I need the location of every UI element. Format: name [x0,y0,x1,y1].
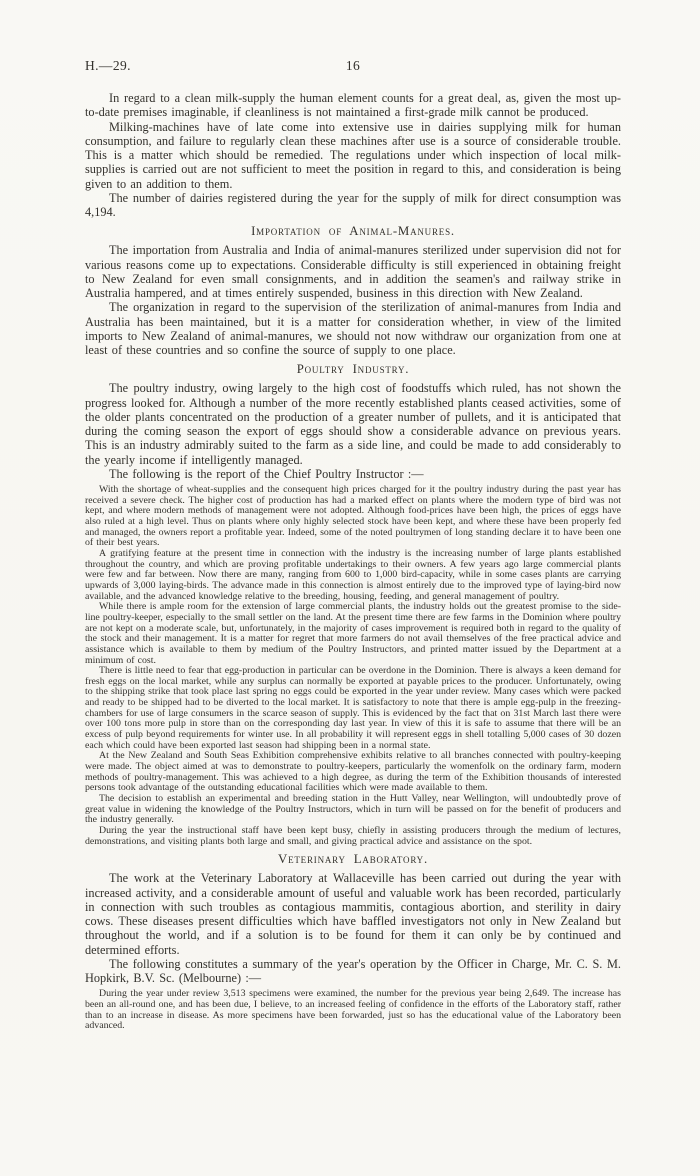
paragraph-wheat-supplies: With the shortage of wheat-supplies and the consequent high prices charged for it the poultry industry during the past year has received a severe check. The higher cost of production has had a marked effect on plants where the modern type of bird was not kept, and where modern methods of management were not adopted. Although food-prices have been high, the prices of eggs have also ruled at a high level. Thus on plants where only highly selected stock have been kept, and where these have been properly fed and managed, the owners report a profitable year. Indeed, some of the noted poultrymen of long standing declare it to have been one of their best years. [85,484,621,549]
paragraph-chief-poultry-instructor-intro: The following is the report of the Chief Poultry Instructor :— [109,466,424,481]
section-heading-veterinary-laboratory: Veterinary Laboratory. [278,852,428,867]
paragraph-organization-supervision: The organization in regard to the supervision of the sterilization of animal-manures from India and Australia has been maintained, but it is a matter for consideration whether, in view of the limited imports to New Zealand of animal-manures, we should not now withdraw our organization from one at least of these countries and so confine the source of supply to one place. [85,300,621,357]
paragraph-gratifying-feature: A gratifying feature at the present time in connection with the industry is the increasing number of large plants established throughout the country, and which are proving profitable undertakings to their owners. A few years ago large commercial plants were few and far between. Now there are many, ranging from 600 to 1,000 bird-capacity, while in some cases plants are carrying upwards of 3,000 laying-birds. The advance made in this connection is almost entirely due to the improved type of laying-bird now available, and the advanced knowledge relative to the breeding, housing, feeding, and general management of poultry. [85,547,621,602]
paragraph-specimens-examined: During the year under review 3,513 specimens were examined, the number for the previous year being 2,649. The increase has been an all-round one, and has been due, I believe, to an increased feeling of confidence in the efforts of the Laboratory staff, rather than to an increase in disease. As more specimens have been forwarded, just so has the educational value of the Laboratory been advanced. [85,988,621,1032]
paragraph-poultry-industry-overview: The poultry industry, owing largely to the high cost of foodstuffs which ruled, has not shown the progress looked for. Although a number of the more recently established plants ceased activities, some of the older plants concentrated on the production of a greater number of pullets, and it is anticipated that during the coming season the export of eggs should show a considerable advance on previous years. This is an industry admirably suited to the farm as a side line, and could be made to add considerably to the yearly income if intelligently managed. [85,381,621,467]
paragraph-importation-australia-india: The importation from Australia and India of animal-manures sterilized under supervision did not for various reasons come up to expectations. Considerable difficulty is still experienced in obtaining freight to New Zealand for even small consignments, and in addition the seamen's and railway strike in Australia hampered, and at times entirely suspended, business in this direction with New Zealand. [85,243,621,300]
paragraph-officer-in-charge-intro: The following constitutes a summary of the year's operation by the Officer in Charge, Mr. C. S. M. Hopkirk, B.V. Sc. (Melbourne) :— [85,956,621,986]
section-heading-poultry-industry: Poultry Industry. [296,362,410,377]
paragraph-exhibition: At the New Zealand and South Seas Exhibition comprehensive exhibits relative to all branches connected with poultry-keeping were made. The object aimed at was to demonstrate to poultry-keepers, particularly the womenfolk on the ordinary farm, modern methods of poultry-management. This was achieved to a high degree, as during the term of the Exhibition thousands of interested persons took advantage of the outstanding educational facilities which were made available to them. [85,750,621,794]
page-header [85,58,621,75]
paragraph-dairies-registered: The number of dairies registered during the year for the supply of milk for direct consumption was 4,194. [85,190,621,219]
section-heading-importation-of-animal-manures: Importation of Animal-Manures. [251,224,455,239]
paragraph-instructional-staff: During the year the instructional staff have been kept busy, chiefly in assisting producers through the medium of lectures, demonstrations, and visiting plants both large and small, and giving practical advice and assistance on the spot. [85,825,621,847]
paragraph-hutt-valley-station: The decision to establish an experimental and breeding station in the Hutt Valley, near Wellington, will undoubtedly prove of great value in widening the knowledge of the Poultry Instructors, which in turn will be passed on for the benefit of producers and the industry generally. [85,793,621,826]
page-number: 16 [345,58,361,73]
paragraph-wallaceville-laboratory: The work at the Veterinary Laboratory at Wallaceville has been carried out during the year with increased activity, and a considerable amount of useful and valuable work has been recorded, particularly in connection with such troubles as contagious mammitis, contagious abortion, and sterility in dairy cows. These diseases present difficulties which have baffled investigators not only in New Zealand but throughout the world, and if a solution is to be found for them it can only be by continued and determined efforts. [85,871,621,957]
document-body [85,91,621,1032]
paragraph-ample-room: While there is ample room for the extension of large commercial plants, the industry holds out the greatest promise to the side-line poultry-keeper, especially to the small settler on the land. At the present time there are few farms in the Dominion where poultry are not kept on a moderate scale, but, unfortunately, in the majority of cases improvement is required both in regard to the quality of the stock and their management. It is a matter for regret that more farmers do not avail themselves of the free practical advice and assistance which is available to them by medium of the Poultry Instructors, and printed matter issued by the Department at a minimum of cost. [85,601,621,666]
paragraph-egg-production: There is little need to fear that egg-production in particular can be overdone in the Dominion. There is always a keen demand for fresh eggs on the local market, while any surplus can normally be exported at payable prices to the producer. Unfortunately, owing to the shipping strike that took place last spring no eggs could be exported in the year under review. Many cases which were packed and ready to be shipped had to be diverted to the local market. It is satisfactory to note that there is ample egg-pulp in the freezing-chambers for use of large consumers in the scarce season of supply. This is evidenced by the fact that on 31st March last there were over 100 tons more pulp in store than on the corresponding day last year. In view of this it is safe to assume that there will be an excess of pulp beyond requirements for winter use. In all probability it will represent eggs in shell totalling 5,000 cases of 30 dozen each which could have been exported last season had shipping been in a normal state. [85,665,621,751]
report-reference: H.—29. [85,58,131,73]
paragraph-milk-supply: In regard to a clean milk-supply the human element counts for a great deal, as, given the most up-to-date premises imaginable, if cleanliness is not maintained a first-grade milk cannot be produced. [85,91,621,120]
paragraph-milking-machines: Milking-machines have of late come into extensive use in dairies supplying milk for human consumption, and failure to regularly clean these machines after use is a source of considerable trouble. This is a matter which should be remedied. The regulations under which inspection of local milk-supplies is carried out are not sufficient to meet the position in regard to this, and consideration is being given to an addition to them. [85,119,621,191]
